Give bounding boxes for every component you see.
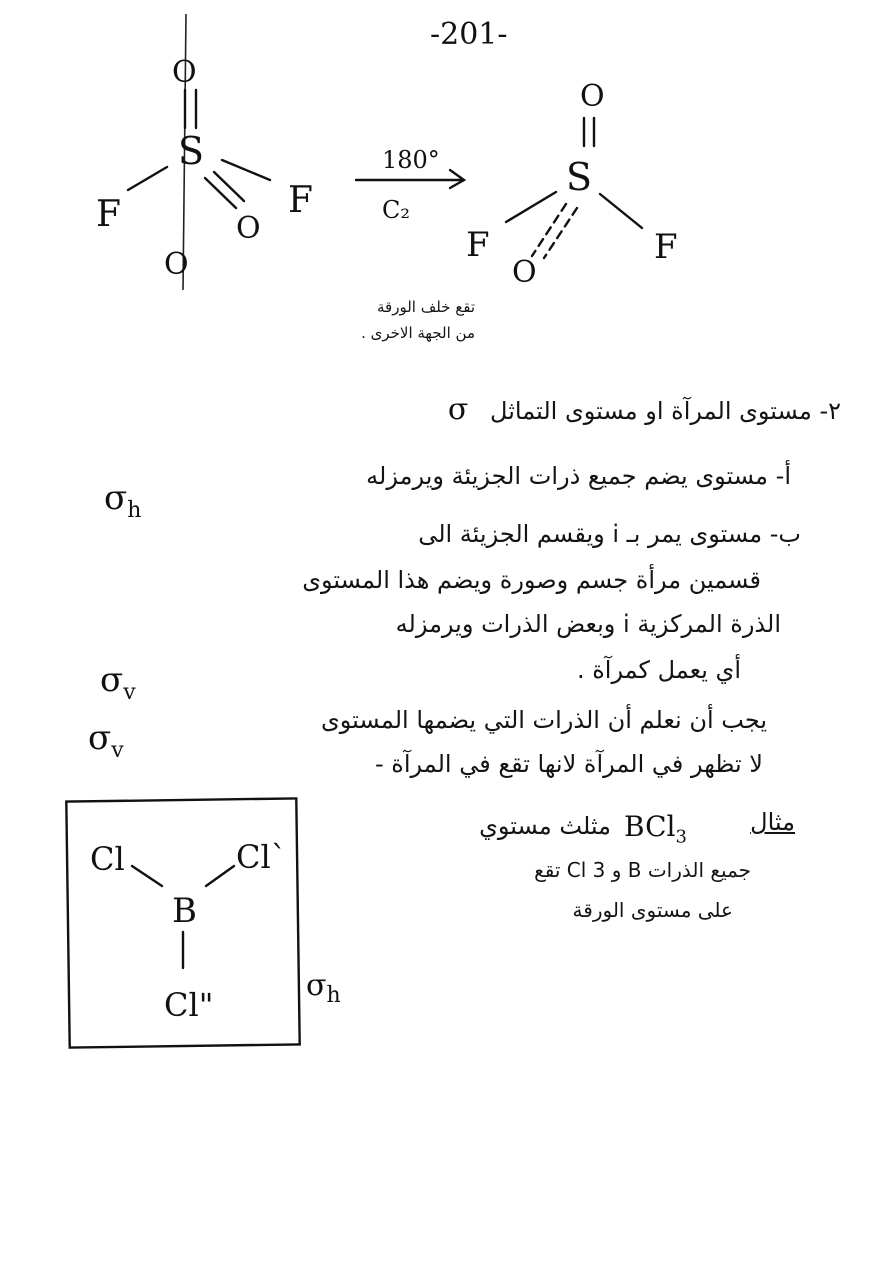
bcl3-symbol: $\sigma_h$ bbox=[306, 968, 341, 1008]
right-dashed-bond-b bbox=[544, 208, 577, 258]
axis-label: C₂ bbox=[382, 196, 410, 224]
example-formula-caption: مثلث مستوي bbox=[479, 812, 611, 840]
left-s-f-right-bond bbox=[222, 160, 270, 180]
left-s-o-bond-b bbox=[214, 172, 244, 201]
note-symbol: $\sigma_v$ bbox=[88, 718, 124, 763]
right-s-f-right-bond bbox=[600, 194, 642, 228]
item-b-line-2: قسمين مرأة جسم وصورة ويضم هذا المستوى bbox=[302, 566, 761, 594]
left-sulfur: S bbox=[178, 129, 205, 173]
left-s-f-bond bbox=[128, 167, 167, 190]
item-b-symbol: $\sigma_v$ bbox=[100, 660, 136, 705]
right-sulfur: S bbox=[566, 155, 593, 199]
bcl3-cl-right: Cl` bbox=[236, 838, 287, 876]
example-label: مثال bbox=[750, 808, 795, 836]
right-dashed-bond-a bbox=[532, 204, 566, 256]
left-right-oxygen: O bbox=[236, 211, 261, 246]
note-line-2: لا تظهر في المرآة لانها تقع في المرآة - bbox=[374, 750, 763, 778]
note-behind-page-2: من الجهة الاخرى . bbox=[361, 324, 475, 342]
bcl3-boron: B bbox=[172, 891, 197, 931]
left-right-fluorine: F bbox=[288, 180, 313, 221]
section-heading-text: ٢- مستوى المرآة او مستوى التماثل bbox=[490, 397, 841, 425]
section-heading bbox=[448, 392, 841, 427]
rotation-label: 180° bbox=[382, 146, 440, 174]
bcl3-bond-left bbox=[132, 866, 162, 886]
example-desc-2: على مستوى الورقة bbox=[572, 898, 733, 922]
right-right-fluorine: F bbox=[654, 227, 678, 267]
item-a-symbol: $\sigma_h$ bbox=[104, 478, 142, 523]
right-s-f-left-bond bbox=[506, 192, 556, 222]
bcl3-cl-left: Cl bbox=[90, 840, 125, 878]
page-number: -201- bbox=[430, 17, 508, 52]
right-left-fluorine: F bbox=[466, 225, 490, 265]
note-behind-page-1: تقع خلف الورقة bbox=[377, 298, 475, 316]
section-heading-symbol: σ bbox=[447, 392, 469, 427]
left-s-o-bond-a bbox=[205, 178, 236, 208]
bcl3-cl-bottom: Cl" bbox=[164, 986, 214, 1024]
left-bottom-oxygen: O bbox=[164, 247, 189, 282]
example-desc-1: جميع الذرات B و 3 Cl تقع bbox=[534, 858, 751, 882]
example-formula: BCl$_3$ bbox=[624, 810, 687, 848]
item-b-line-1: ب- مستوى يمر بـ i ويقسم الجزيئة الى bbox=[418, 520, 801, 548]
bcl3-bond-right bbox=[206, 866, 234, 886]
left-fluorine: F bbox=[96, 194, 121, 235]
right-top-oxygen: O bbox=[580, 79, 605, 114]
item-b-line-3: الذرة المركزية i وبعض الذرات ويرمزله bbox=[395, 610, 781, 638]
right-bottom-oxygen: O bbox=[512, 255, 537, 290]
item-b-line-4: أي يعمل كمرآة . bbox=[576, 656, 741, 684]
item-a-text: أ- مستوى يضم جميع ذرات الجزيئة ويرمزله bbox=[366, 462, 791, 490]
note-line-1: يجب أن نعلم أن الذرات التي يضمها المستوى bbox=[321, 706, 767, 734]
left-top-oxygen: O bbox=[172, 55, 197, 90]
